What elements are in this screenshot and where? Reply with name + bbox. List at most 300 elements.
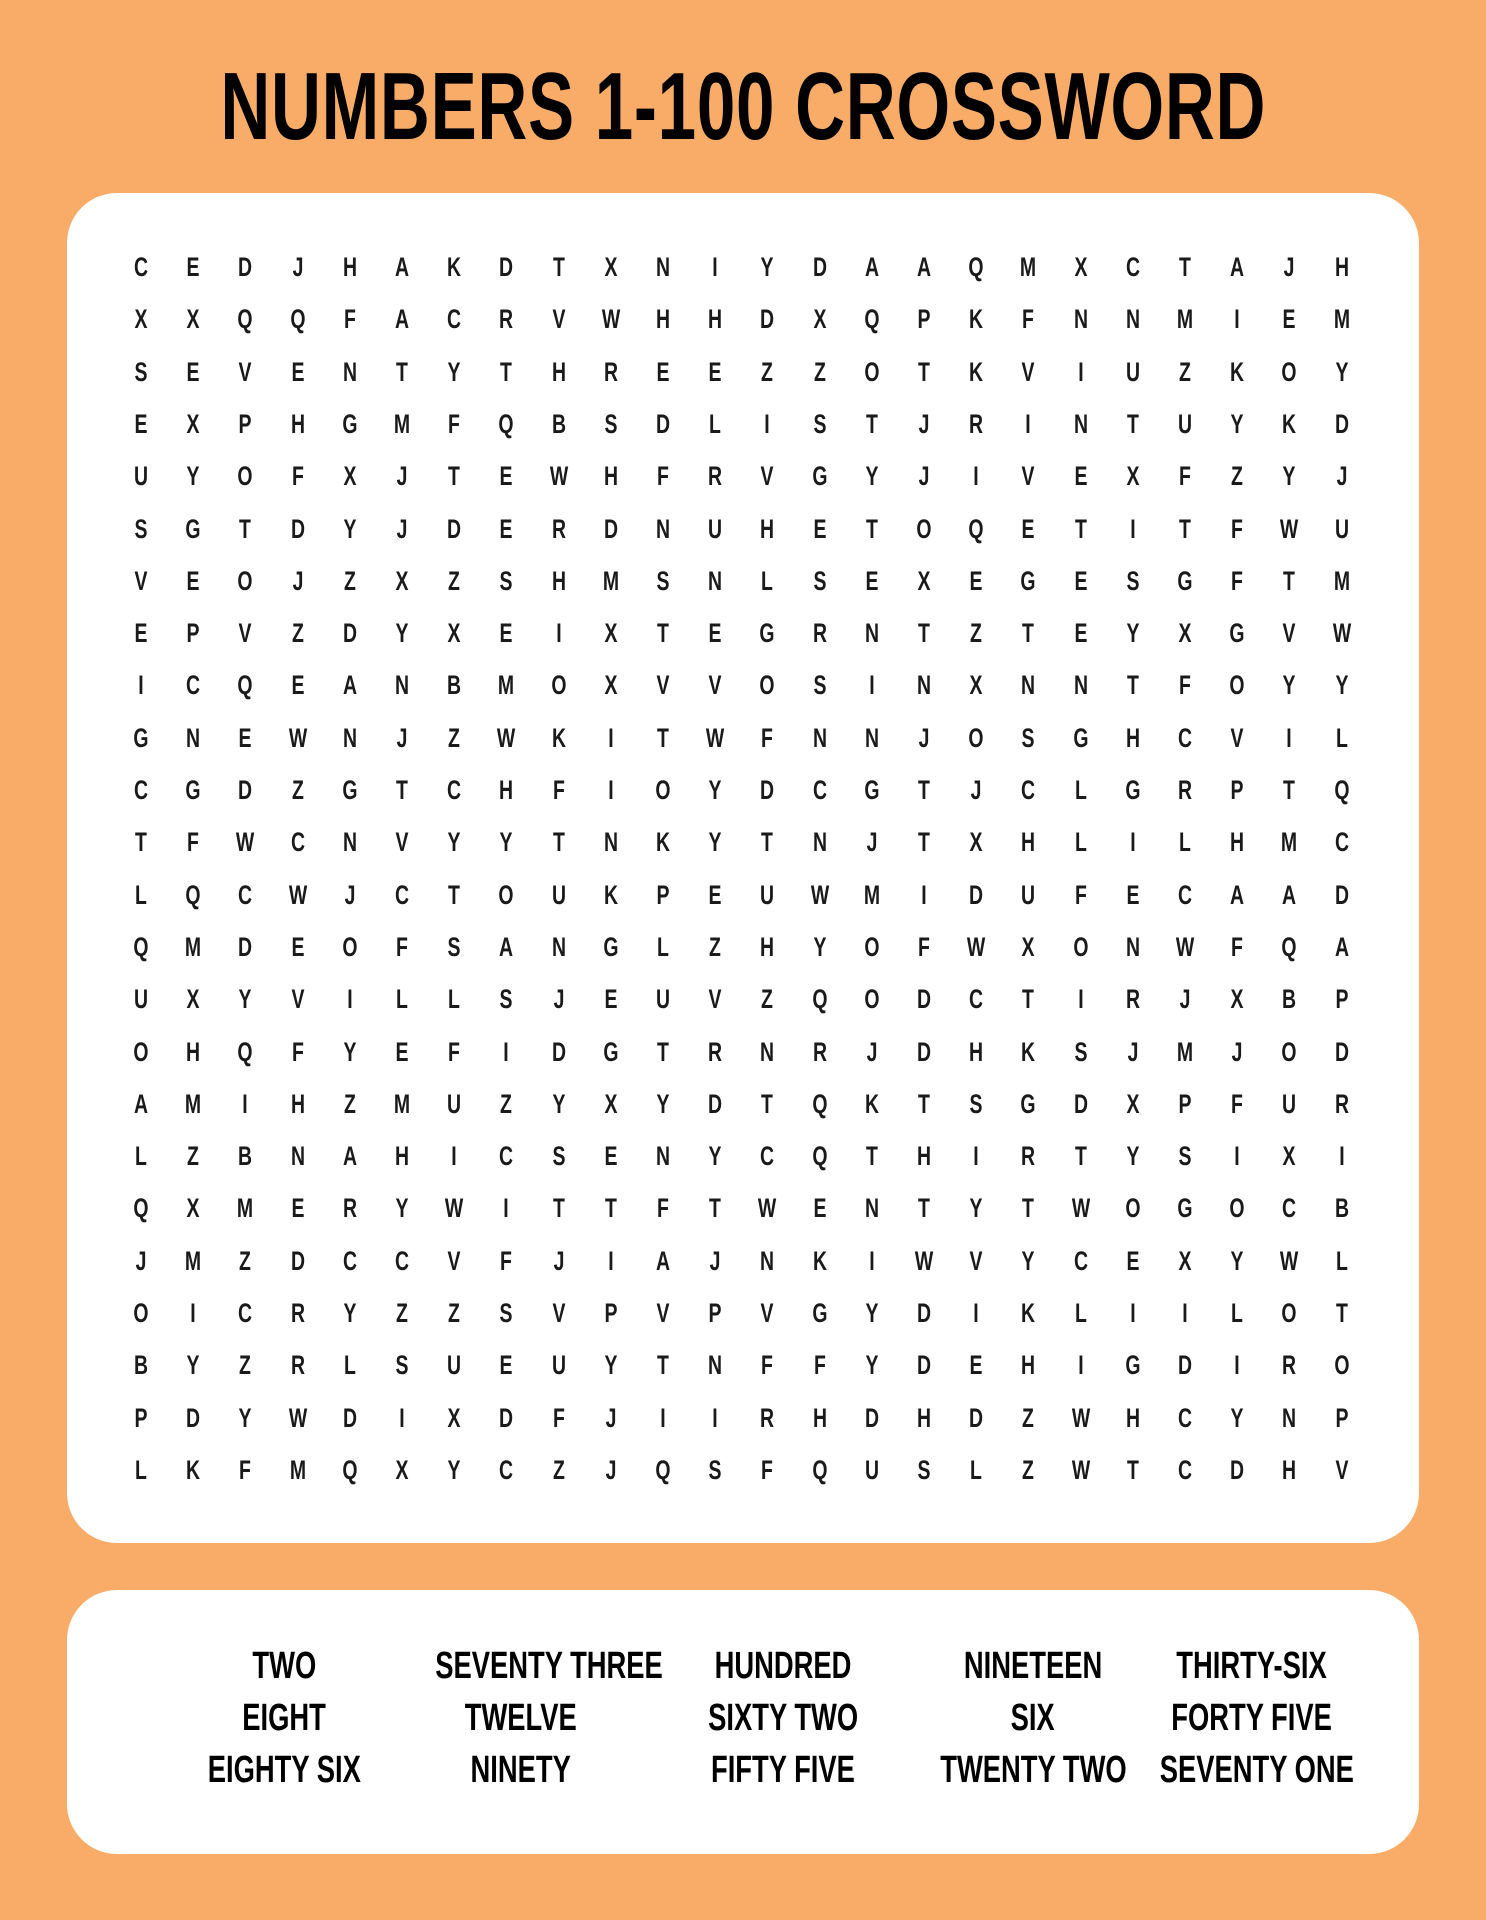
- grid-cell[interactable]: F: [657, 1193, 669, 1224]
- grid-cell[interactable]: T: [1126, 670, 1139, 701]
- grid-cell[interactable]: Z: [239, 1350, 252, 1381]
- grid-cell[interactable]: B: [1334, 1193, 1349, 1224]
- grid-cell[interactable]: N: [1073, 670, 1088, 701]
- grid-cell[interactable]: F: [1231, 513, 1244, 544]
- grid-cell[interactable]: G: [812, 461, 828, 492]
- grid-cell[interactable]: K: [969, 356, 984, 387]
- grid-cell[interactable]: V: [656, 1298, 670, 1328]
- grid-cell[interactable]: H: [760, 513, 775, 544]
- grid-cell[interactable]: D: [447, 513, 462, 544]
- grid-cell[interactable]: D: [916, 984, 932, 1015]
- grid-cell[interactable]: S: [499, 1298, 513, 1328]
- grid-cell[interactable]: T: [865, 513, 878, 544]
- grid-cell[interactable]: G: [1125, 1350, 1141, 1381]
- grid-cell[interactable]: Y: [343, 1036, 357, 1067]
- grid-cell[interactable]: J: [605, 1402, 617, 1433]
- grid-cell[interactable]: X: [186, 984, 200, 1015]
- grid-cell[interactable]: E: [291, 931, 305, 962]
- grid-cell[interactable]: P: [1335, 1402, 1349, 1433]
- grid-cell[interactable]: W: [1280, 1245, 1299, 1276]
- grid-cell[interactable]: R: [551, 513, 566, 544]
- grid-cell[interactable]: I: [973, 1298, 979, 1328]
- grid-cell[interactable]: Z: [813, 356, 826, 387]
- grid-cell[interactable]: W: [601, 304, 620, 335]
- grid-cell[interactable]: G: [1229, 618, 1245, 649]
- grid-cell[interactable]: Z: [500, 1088, 513, 1119]
- grid-cell[interactable]: G: [1125, 775, 1141, 805]
- grid-cell[interactable]: V: [552, 304, 566, 335]
- grid-cell[interactable]: Z: [291, 775, 304, 805]
- grid-cell[interactable]: Y: [186, 1350, 200, 1381]
- grid-cell[interactable]: T: [918, 618, 930, 649]
- grid-cell[interactable]: C: [1073, 1245, 1088, 1276]
- grid-cell[interactable]: F: [761, 722, 774, 753]
- grid-cell[interactable]: G: [185, 513, 201, 544]
- grid-cell[interactable]: T: [552, 252, 565, 282]
- grid-cell[interactable]: L: [1335, 1245, 1348, 1276]
- grid-cell[interactable]: J: [135, 1245, 147, 1276]
- grid-cell[interactable]: R: [1177, 775, 1193, 805]
- grid-cell[interactable]: L: [657, 931, 669, 962]
- grid-cell[interactable]: M: [1176, 304, 1194, 335]
- grid-cell[interactable]: F: [1231, 931, 1244, 962]
- grid-cell[interactable]: V: [291, 984, 305, 1015]
- grid-cell[interactable]: X: [1282, 1141, 1296, 1172]
- grid-cell[interactable]: C: [238, 879, 253, 910]
- grid-cell[interactable]: X: [186, 304, 200, 335]
- grid-cell[interactable]: D: [1334, 408, 1349, 439]
- grid-cell[interactable]: J: [918, 461, 930, 492]
- grid-cell[interactable]: J: [292, 252, 304, 282]
- grid-cell[interactable]: X: [1126, 1088, 1140, 1119]
- grid-cell[interactable]: E: [499, 513, 513, 544]
- grid-cell[interactable]: W: [1332, 618, 1351, 649]
- grid-cell[interactable]: V: [447, 1245, 461, 1276]
- grid-cell[interactable]: K: [551, 722, 566, 753]
- grid-cell[interactable]: A: [342, 670, 357, 701]
- grid-cell[interactable]: Q: [237, 304, 253, 335]
- grid-cell[interactable]: J: [344, 879, 356, 910]
- grid-cell[interactable]: Q: [133, 1193, 149, 1224]
- grid-cell[interactable]: I: [1234, 1350, 1240, 1381]
- grid-cell[interactable]: U: [1334, 513, 1349, 544]
- grid-cell[interactable]: C: [133, 775, 149, 805]
- grid-cell[interactable]: N: [864, 618, 879, 649]
- grid-cell[interactable]: Y: [1282, 461, 1296, 492]
- grid-cell[interactable]: J: [1179, 984, 1191, 1015]
- grid-cell[interactable]: I: [608, 722, 614, 753]
- grid-cell[interactable]: M: [393, 1088, 411, 1119]
- grid-cell[interactable]: H: [916, 1141, 932, 1172]
- grid-cell[interactable]: J: [866, 1036, 878, 1067]
- grid-cell[interactable]: K: [1021, 1036, 1036, 1067]
- grid-cell[interactable]: Q: [290, 304, 306, 335]
- grid-cell[interactable]: M: [1281, 827, 1298, 858]
- grid-cell[interactable]: E: [1074, 461, 1088, 492]
- grid-cell[interactable]: D: [342, 618, 357, 649]
- grid-cell[interactable]: Z: [761, 984, 774, 1015]
- grid-cell[interactable]: T: [918, 1088, 930, 1119]
- grid-cell[interactable]: T: [1022, 984, 1035, 1015]
- grid-cell[interactable]: Z: [761, 356, 774, 387]
- grid-cell[interactable]: Q: [1334, 775, 1350, 805]
- grid-cell[interactable]: Y: [1230, 1402, 1244, 1433]
- grid-cell[interactable]: Y: [238, 984, 252, 1015]
- grid-cell[interactable]: T: [657, 722, 669, 753]
- grid-cell[interactable]: Y: [1335, 670, 1349, 701]
- grid-cell[interactable]: N: [342, 356, 357, 387]
- grid-cell[interactable]: X: [395, 1454, 409, 1485]
- grid-cell[interactable]: X: [1178, 1245, 1192, 1276]
- grid-cell[interactable]: I: [190, 1298, 196, 1328]
- grid-cell[interactable]: E: [291, 1193, 305, 1224]
- grid-cell[interactable]: G: [1177, 565, 1193, 596]
- grid-cell[interactable]: N: [1073, 304, 1088, 335]
- grid-cell[interactable]: X: [395, 565, 409, 596]
- grid-cell[interactable]: L: [448, 984, 461, 1015]
- grid-cell[interactable]: Q: [237, 670, 253, 701]
- grid-cell[interactable]: Y: [1230, 408, 1244, 439]
- grid-cell[interactable]: U: [551, 1350, 566, 1381]
- grid-cell[interactable]: N: [812, 722, 827, 753]
- grid-cell[interactable]: R: [708, 461, 723, 492]
- grid-cell[interactable]: F: [813, 1350, 826, 1381]
- grid-cell[interactable]: Y: [447, 827, 461, 858]
- grid-cell[interactable]: Y: [1126, 618, 1140, 649]
- grid-cell[interactable]: N: [603, 827, 618, 858]
- grid-cell[interactable]: X: [969, 670, 983, 701]
- grid-cell[interactable]: T: [1179, 513, 1191, 544]
- grid-cell[interactable]: V: [1021, 356, 1035, 387]
- grid-cell[interactable]: K: [1230, 356, 1245, 387]
- grid-cell[interactable]: V: [708, 670, 722, 701]
- grid-cell[interactable]: I: [1234, 304, 1240, 335]
- grid-cell[interactable]: E: [186, 252, 200, 282]
- grid-cell[interactable]: Q: [812, 984, 828, 1015]
- grid-cell[interactable]: J: [396, 722, 408, 753]
- grid-cell[interactable]: C: [394, 879, 410, 910]
- grid-cell[interactable]: O: [655, 775, 671, 805]
- grid-cell[interactable]: Y: [1126, 1141, 1140, 1172]
- grid-cell[interactable]: F: [291, 461, 304, 492]
- grid-cell[interactable]: I: [608, 775, 614, 805]
- grid-cell[interactable]: W: [497, 722, 516, 753]
- grid-cell[interactable]: S: [552, 1141, 566, 1172]
- grid-cell[interactable]: T: [239, 513, 252, 544]
- grid-cell[interactable]: I: [503, 1036, 510, 1067]
- grid-cell[interactable]: E: [708, 618, 722, 649]
- grid-cell[interactable]: N: [551, 931, 566, 962]
- grid-cell[interactable]: L: [1179, 827, 1191, 858]
- grid-cell[interactable]: U: [447, 1350, 462, 1381]
- grid-cell[interactable]: N: [1125, 931, 1140, 962]
- grid-cell[interactable]: J: [709, 1245, 721, 1276]
- grid-cell[interactable]: U: [447, 1088, 462, 1119]
- grid-cell[interactable]: Z: [970, 618, 983, 649]
- grid-cell[interactable]: J: [605, 1454, 617, 1485]
- grid-cell[interactable]: C: [186, 670, 201, 701]
- grid-cell[interactable]: E: [1074, 565, 1088, 596]
- grid-cell[interactable]: X: [447, 1402, 461, 1433]
- grid-cell[interactable]: N: [760, 1036, 775, 1067]
- grid-cell[interactable]: Z: [709, 931, 722, 962]
- grid-cell[interactable]: T: [1179, 252, 1191, 282]
- grid-cell[interactable]: W: [445, 1193, 464, 1224]
- grid-cell[interactable]: R: [812, 618, 827, 649]
- grid-cell[interactable]: X: [1021, 931, 1035, 962]
- grid-cell[interactable]: F: [552, 1402, 565, 1433]
- grid-cell[interactable]: H: [969, 1036, 984, 1067]
- grid-cell[interactable]: X: [1074, 252, 1088, 282]
- grid-cell[interactable]: D: [1230, 1454, 1245, 1485]
- grid-cell[interactable]: C: [969, 984, 984, 1015]
- grid-cell[interactable]: Y: [708, 827, 722, 858]
- grid-cell[interactable]: J: [396, 513, 408, 544]
- grid-cell[interactable]: M: [237, 1193, 254, 1224]
- grid-cell[interactable]: D: [1334, 1036, 1349, 1067]
- grid-cell[interactable]: E: [656, 356, 670, 387]
- grid-cell[interactable]: S: [813, 408, 827, 439]
- grid-cell[interactable]: N: [186, 722, 201, 753]
- grid-cell[interactable]: X: [604, 670, 618, 701]
- grid-cell[interactable]: P: [186, 618, 200, 649]
- grid-cell[interactable]: A: [499, 931, 514, 962]
- grid-cell[interactable]: L: [709, 408, 722, 439]
- grid-cell[interactable]: B: [133, 1350, 149, 1381]
- grid-cell[interactable]: P: [1178, 1088, 1192, 1119]
- grid-cell[interactable]: S: [499, 984, 513, 1015]
- grid-cell[interactable]: C: [1125, 252, 1140, 282]
- grid-cell[interactable]: T: [1074, 1141, 1087, 1172]
- grid-cell[interactable]: I: [764, 408, 771, 439]
- grid-cell[interactable]: X: [604, 252, 618, 282]
- grid-cell[interactable]: O: [342, 931, 358, 962]
- grid-cell[interactable]: D: [655, 408, 671, 439]
- grid-cell[interactable]: S: [1074, 1036, 1088, 1067]
- grid-cell[interactable]: T: [761, 1088, 774, 1119]
- grid-cell[interactable]: D: [916, 1350, 932, 1381]
- grid-cell[interactable]: N: [916, 670, 932, 701]
- grid-cell[interactable]: W: [706, 722, 725, 753]
- grid-cell[interactable]: K: [1282, 408, 1297, 439]
- grid-cell[interactable]: G: [1020, 1088, 1036, 1119]
- grid-cell[interactable]: G: [864, 775, 880, 805]
- grid-cell[interactable]: Y: [865, 1298, 879, 1328]
- grid-cell[interactable]: W: [549, 461, 568, 492]
- grid-cell[interactable]: C: [1177, 722, 1193, 753]
- grid-cell[interactable]: E: [134, 408, 148, 439]
- grid-cell[interactable]: S: [917, 1454, 931, 1485]
- grid-cell[interactable]: P: [604, 1298, 618, 1328]
- grid-cell[interactable]: T: [135, 827, 147, 858]
- grid-cell[interactable]: H: [1021, 1350, 1036, 1381]
- grid-cell[interactable]: V: [1282, 618, 1296, 649]
- grid-cell[interactable]: C: [499, 1454, 514, 1485]
- grid-cell[interactable]: C: [1177, 1454, 1193, 1485]
- grid-cell[interactable]: V: [238, 618, 252, 649]
- grid-cell[interactable]: G: [1020, 565, 1036, 596]
- grid-cell[interactable]: D: [186, 1402, 201, 1433]
- grid-cell[interactable]: W: [1175, 931, 1195, 962]
- grid-cell[interactable]: M: [1176, 1036, 1194, 1067]
- grid-cell[interactable]: T: [1126, 408, 1139, 439]
- grid-cell[interactable]: M: [1333, 565, 1350, 596]
- grid-cell[interactable]: Y: [499, 827, 513, 858]
- grid-cell[interactable]: L: [1335, 722, 1348, 753]
- grid-cell[interactable]: E: [186, 356, 200, 387]
- grid-cell[interactable]: Z: [448, 722, 461, 753]
- grid-cell[interactable]: R: [290, 1298, 305, 1328]
- grid-cell[interactable]: W: [1071, 1402, 1090, 1433]
- grid-cell[interactable]: U: [1282, 1088, 1297, 1119]
- grid-cell[interactable]: F: [1179, 461, 1191, 492]
- grid-cell[interactable]: O: [237, 461, 253, 492]
- grid-cell[interactable]: N: [760, 1245, 775, 1276]
- grid-cell[interactable]: A: [1282, 879, 1297, 910]
- grid-cell[interactable]: I: [503, 1193, 510, 1224]
- grid-cell[interactable]: C: [342, 1245, 357, 1276]
- grid-cell[interactable]: Q: [655, 1454, 671, 1485]
- grid-cell[interactable]: S: [708, 1454, 722, 1485]
- grid-cell[interactable]: E: [291, 670, 305, 701]
- grid-cell[interactable]: T: [1283, 775, 1296, 805]
- grid-cell[interactable]: J: [553, 1245, 565, 1276]
- grid-cell[interactable]: Y: [238, 1402, 252, 1433]
- grid-cell[interactable]: D: [238, 252, 253, 282]
- grid-cell[interactable]: S: [134, 356, 148, 387]
- grid-cell[interactable]: B: [238, 1141, 253, 1172]
- grid-cell[interactable]: O: [1281, 1298, 1297, 1328]
- grid-cell[interactable]: O: [1334, 1350, 1350, 1381]
- grid-cell[interactable]: S: [1126, 565, 1140, 596]
- grid-cell[interactable]: U: [864, 1454, 879, 1485]
- grid-cell[interactable]: V: [238, 356, 252, 387]
- grid-cell[interactable]: C: [133, 252, 149, 282]
- grid-cell[interactable]: F: [918, 931, 930, 962]
- grid-cell[interactable]: Y: [1335, 356, 1349, 387]
- grid-cell[interactable]: C: [812, 775, 827, 805]
- grid-cell[interactable]: O: [133, 1298, 149, 1328]
- grid-cell[interactable]: W: [967, 931, 986, 962]
- grid-cell[interactable]: N: [1282, 1402, 1297, 1433]
- grid-cell[interactable]: I: [1130, 513, 1136, 544]
- grid-cell[interactable]: I: [242, 1088, 249, 1119]
- grid-cell[interactable]: D: [290, 1245, 305, 1276]
- grid-cell[interactable]: G: [812, 1298, 828, 1328]
- grid-cell[interactable]: H: [290, 1088, 305, 1119]
- grid-cell[interactable]: X: [186, 1193, 200, 1224]
- grid-cell[interactable]: F: [1022, 304, 1035, 335]
- grid-cell[interactable]: F: [448, 408, 461, 439]
- grid-cell[interactable]: S: [499, 565, 513, 596]
- grid-cell[interactable]: M: [498, 670, 515, 701]
- grid-cell[interactable]: E: [865, 565, 879, 596]
- grid-cell[interactable]: E: [291, 356, 305, 387]
- grid-cell[interactable]: V: [708, 984, 722, 1015]
- grid-cell[interactable]: L: [135, 879, 147, 910]
- grid-cell[interactable]: D: [916, 1298, 932, 1328]
- grid-cell[interactable]: U: [1021, 879, 1036, 910]
- grid-cell[interactable]: N: [394, 670, 410, 701]
- grid-cell[interactable]: I: [1077, 1350, 1084, 1381]
- grid-cell[interactable]: F: [1231, 565, 1244, 596]
- grid-cell[interactable]: S: [604, 408, 618, 439]
- grid-cell[interactable]: D: [916, 1036, 932, 1067]
- grid-cell[interactable]: T: [500, 356, 513, 387]
- grid-cell[interactable]: E: [813, 1193, 827, 1224]
- grid-cell[interactable]: G: [1073, 722, 1089, 753]
- grid-cell[interactable]: X: [134, 304, 148, 335]
- grid-cell[interactable]: O: [864, 984, 880, 1015]
- grid-cell[interactable]: T: [396, 356, 408, 387]
- grid-cell[interactable]: F: [500, 1245, 513, 1276]
- grid-cell[interactable]: D: [760, 775, 775, 805]
- grid-cell[interactable]: X: [604, 618, 618, 649]
- grid-cell[interactable]: W: [1280, 513, 1299, 544]
- grid-cell[interactable]: V: [1021, 461, 1035, 492]
- grid-cell[interactable]: S: [969, 1088, 983, 1119]
- grid-cell[interactable]: N: [655, 1141, 671, 1172]
- grid-cell[interactable]: R: [499, 304, 514, 335]
- grid-cell[interactable]: H: [812, 1402, 827, 1433]
- grid-cell[interactable]: O: [237, 565, 253, 596]
- grid-cell[interactable]: Y: [969, 1193, 983, 1224]
- grid-cell[interactable]: N: [290, 1141, 305, 1172]
- grid-cell[interactable]: R: [760, 1402, 775, 1433]
- grid-cell[interactable]: I: [451, 1141, 457, 1172]
- grid-cell[interactable]: O: [1281, 356, 1297, 387]
- grid-cell[interactable]: T: [1074, 513, 1087, 544]
- grid-cell[interactable]: E: [499, 1350, 513, 1381]
- grid-cell[interactable]: F: [552, 775, 565, 805]
- grid-cell[interactable]: A: [655, 1245, 671, 1276]
- grid-cell[interactable]: K: [812, 1245, 827, 1276]
- grid-cell[interactable]: D: [812, 252, 827, 282]
- grid-cell[interactable]: J: [918, 722, 930, 753]
- grid-cell[interactable]: Q: [237, 1036, 253, 1067]
- grid-cell[interactable]: D: [551, 1036, 566, 1067]
- grid-cell[interactable]: X: [447, 618, 461, 649]
- grid-cell[interactable]: Z: [448, 1298, 461, 1328]
- grid-cell[interactable]: F: [291, 1036, 304, 1067]
- grid-cell[interactable]: K: [655, 827, 671, 858]
- grid-cell[interactable]: U: [708, 513, 723, 544]
- grid-cell[interactable]: Y: [656, 1088, 670, 1119]
- grid-cell[interactable]: O: [968, 722, 984, 753]
- grid-cell[interactable]: K: [969, 304, 984, 335]
- grid-cell[interactable]: E: [969, 1350, 983, 1381]
- grid-cell[interactable]: Y: [343, 1298, 357, 1328]
- grid-cell[interactable]: P: [1335, 984, 1349, 1015]
- grid-cell[interactable]: R: [1021, 1141, 1036, 1172]
- grid-cell[interactable]: Y: [343, 513, 357, 544]
- grid-cell[interactable]: O: [551, 670, 567, 701]
- grid-cell[interactable]: V: [134, 565, 148, 596]
- grid-cell[interactable]: R: [1282, 1350, 1297, 1381]
- grid-cell[interactable]: N: [864, 722, 879, 753]
- grid-cell[interactable]: M: [185, 1088, 202, 1119]
- grid-cell[interactable]: R: [969, 408, 984, 439]
- grid-cell[interactable]: G: [603, 931, 619, 962]
- grid-cell[interactable]: T: [657, 1036, 669, 1067]
- grid-cell[interactable]: I: [1234, 1141, 1240, 1172]
- grid-cell[interactable]: H: [551, 565, 566, 596]
- grid-cell[interactable]: N: [708, 565, 723, 596]
- grid-cell[interactable]: K: [447, 252, 462, 282]
- grid-cell[interactable]: A: [394, 304, 410, 335]
- grid-cell[interactable]: L: [1074, 827, 1087, 858]
- grid-cell[interactable]: I: [973, 1141, 979, 1172]
